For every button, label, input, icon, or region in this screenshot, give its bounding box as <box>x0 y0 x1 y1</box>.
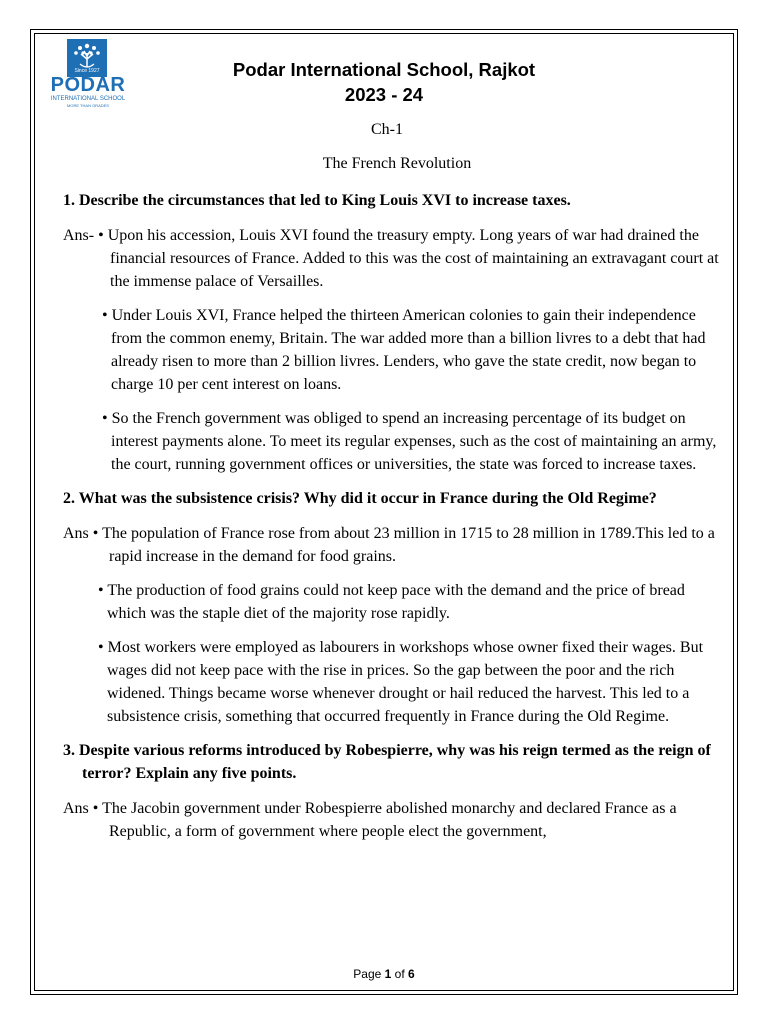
page-label: Page <box>353 967 385 981</box>
answer-1-point-1 <box>63 224 723 293</box>
document-body <box>63 189 723 854</box>
answer-text: • The Jacobin government under Robespierre abolished monarchy and declared France as a Republic, a form of government where people elect the government, <box>92 800 677 840</box>
answer-prefix: Ans <box>63 525 93 542</box>
logo-brand: PODAR <box>50 74 126 96</box>
answer-prefix: Ans- <box>63 227 99 244</box>
page-number: 1 <box>384 967 392 981</box>
answer-2-point-3: • Most workers were employed as labourers in workshops whose owner fixed their wages. But wages did not keep pace with the rise in prices. So the gap between the poor and the rich widened. Things became worse whenever drought or hail reduced the harvest. This led to a subsistence crisis, something that occurred frequently in France during the Old Regime. <box>98 639 704 725</box>
page-footer <box>0 967 768 981</box>
question-2: 2. What was the subsistence crisis? Why did it occur in France during the Old Regime? <box>63 490 657 507</box>
chapter-number: Ch-1 <box>371 121 403 138</box>
answer-1-point-2: • Under Louis XVI, France helped the thirteen American colonies to gain their independence from the common enemy, Britain. The war added more than a billion livres to a debt that had already risen to more than 2 billion livres. Lenders, who gave the state credit, now began to charge 10 per cent interest on loans. <box>102 307 706 393</box>
answer-text: • Upon his accession, Louis XVI found the treasury empty. Long years of war had drained the financial resources of France. Added to this was the cost of maintaining an extravagant court at the immense palace of Versailles. <box>98 227 719 290</box>
answer-1-point-3: • So the French government was obliged to spend an increasing percentage of its budget on interest payments alone. To meet its regular expenses, such as the cost of maintaining an army, the court, running government offices or universities, the state was forced to increase taxes. <box>102 410 717 473</box>
answer-3-point-1 <box>63 797 723 843</box>
page-total: 6 <box>408 967 415 981</box>
question-1: 1. Describe the circumstances that led to King Louis XVI to increase taxes. <box>63 192 571 209</box>
academic-year: 2023 - 24 <box>344 84 424 105</box>
of-label: of <box>391 967 409 981</box>
answer-prefix: Ans <box>63 800 93 817</box>
logo-tagline: MORE THAN GRADES <box>67 103 109 108</box>
answer-2-point-1 <box>63 522 723 568</box>
logo-since: Since 1927 <box>74 68 100 74</box>
logo-subtitle: INTERNATIONAL SCHOOL <box>50 96 126 102</box>
chapter-title: The French Revolution <box>322 155 472 172</box>
answer-2-point-2: • The production of food grains could not keep pace with the demand and the price of bread which was the staple diet of the majority rose rapidly. <box>98 582 685 622</box>
school-title: Podar International School, Rajkot <box>232 59 536 80</box>
question-3: 3. Despite various reforms introduced by Robespierre, why was his reign termed as the reign of terror? Explain any five points. <box>63 742 711 782</box>
answer-text: • The population of France rose from about 23 million in 1715 to 28 million in 1789.This led to a rapid increase in the demand for food grains. <box>92 525 715 565</box>
